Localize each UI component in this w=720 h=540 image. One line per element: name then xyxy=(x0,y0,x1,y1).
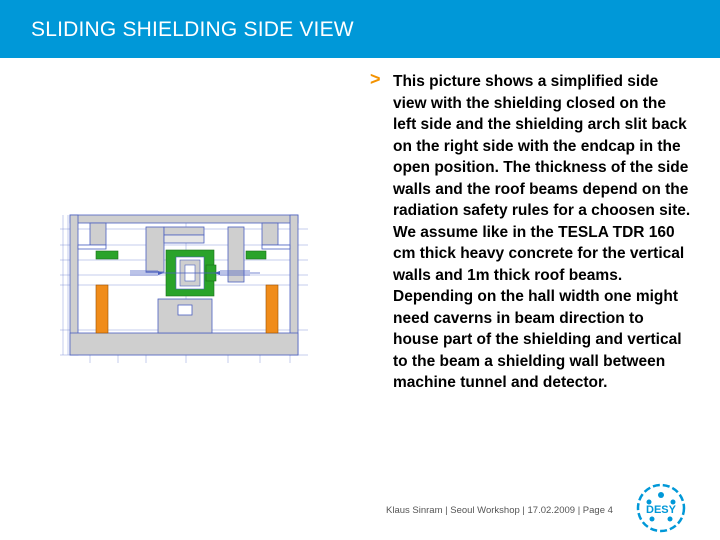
desy-logo-icon xyxy=(636,483,686,533)
page-title: SLIDING SHIELDING SIDE VIEW xyxy=(31,18,354,41)
body-paragraph: This picture shows a simplified side view with the shielding closed on the left side and the shielding arch slit back on the right side with the endcap in the open position. The thickness of the side walls and the roof beams depend on the radiation safety rules for a choosen site. We assume like in the TESLA TDR 160 cm thick heavy concrete for the vertical walls and 1m thick roof beams. Depending on the hall width one might need caverns in beam direction to house part of the shielding and vertical to the beam a shielding wall between machine tunnel and detector. xyxy=(393,73,691,391)
bullet-marker: > xyxy=(370,69,381,89)
footer-text: Klaus Sinram | Seoul Workshop | 17.02.2009 | Page 4 xyxy=(386,505,613,516)
title-bar xyxy=(0,0,720,58)
shielding-side-view-drawing xyxy=(60,205,308,365)
logo-text: DESY xyxy=(646,504,676,516)
